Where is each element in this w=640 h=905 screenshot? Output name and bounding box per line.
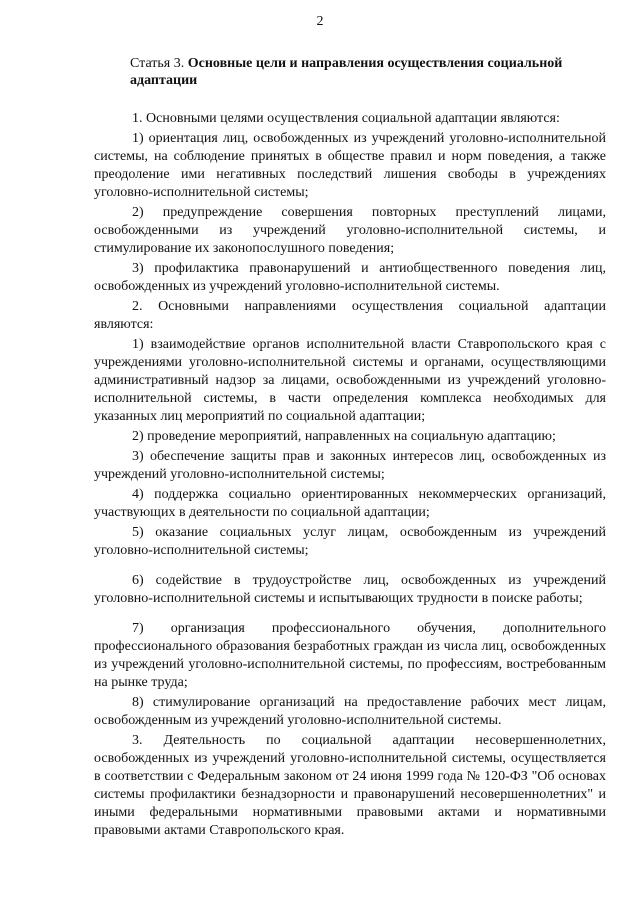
paragraph-goals-intro: 1. Основными целями осуществления социальной адаптации являются: — [132, 111, 560, 126]
paragraph-minors: 3. Деятельность по социальной адаптации несовершеннолетних, освобожденных из учреждений уголовно-исполнительной системы, осуществляется в соответствии с Федеральным законом от 24 июня 1999 года № 120-ФЗ "Об основах системы профилактики безнадзорности и правонарушений несовершеннолетних" и иными федеральными нормативными правовыми актами и нормативными правовыми актами Ставропольского края. — [94, 733, 606, 838]
article-body — [94, 110, 606, 840]
list-item: 2) проведение мероприятий, направленных на социальную адаптацию; — [132, 429, 556, 444]
list-item: 5) оказание социальных услуг лицам, освобожденным из учреждений уголовно-исполнительной системы; — [94, 525, 606, 558]
list-item: 1) взаимодействие органов исполнительной власти Ставропольского края с учреждениями уголовно-исполнительной системы и органами, осуществляющими административный надзор за лицами, освобожденными из учреждений уголовно-исполнительной системы, в части определения комплекса необходимых для указанных лиц мероприятий по социальной адаптации; — [94, 337, 606, 424]
list-item: 7) организация профессионального обучения, дополнительного профессионального образования безработных граждан из числа лиц, освобожденных из учреждений уголовно-исполнительной системы, по профессиям, востребованным на рынке труда; — [94, 621, 606, 690]
list-item: 1) ориентация лиц, освобожденных из учреждений уголовно-исполнительной системы, на соблюдение принятых в обществе правил и норм поведения, а также преодоление ими негативных последствий лишения свободы в учреждениях уголовно-исполнительной системы; — [94, 131, 606, 200]
list-item: 3) обеспечение защиты прав и законных интересов лиц, освобожденных из учреждений уголовно-исполнительной системы; — [94, 449, 606, 482]
list-item: 2) предупреждение совершения повторных преступлений лицами, освобожденными из учреждений уголовно-исполнительной системы, и стимулирование их законопослушного поведения; — [94, 205, 606, 256]
list-item: 8) стимулирование организаций на предоставление рабочих мест лицам, освобожденным из учреждений уголовно-исполнительной системы. — [94, 695, 606, 728]
list-item: 4) поддержка социально ориентированных некоммерческих организаций, участвующих в деятельности по социальной адаптации; — [94, 487, 606, 520]
article-title: Основные цели и направления осуществления социальной адаптации — [130, 56, 563, 88]
article-label: Статья 3. — [130, 56, 185, 71]
article-heading — [130, 55, 590, 89]
paragraph-directions-intro: 2. Основными направлениями осуществления социальной адаптации являются: — [94, 299, 606, 332]
list-item: 3) профилактика правонарушений и антиобщественного поведения лиц, освобожденных из учреждений уголовно-исполнительной системы. — [94, 261, 606, 294]
page-number: 2 — [316, 14, 324, 29]
list-item: 6) содействие в трудоустройстве лиц, освобожденных из учреждений уголовно-исполнительной системы и испытывающих трудности в поиске работы; — [94, 573, 606, 606]
